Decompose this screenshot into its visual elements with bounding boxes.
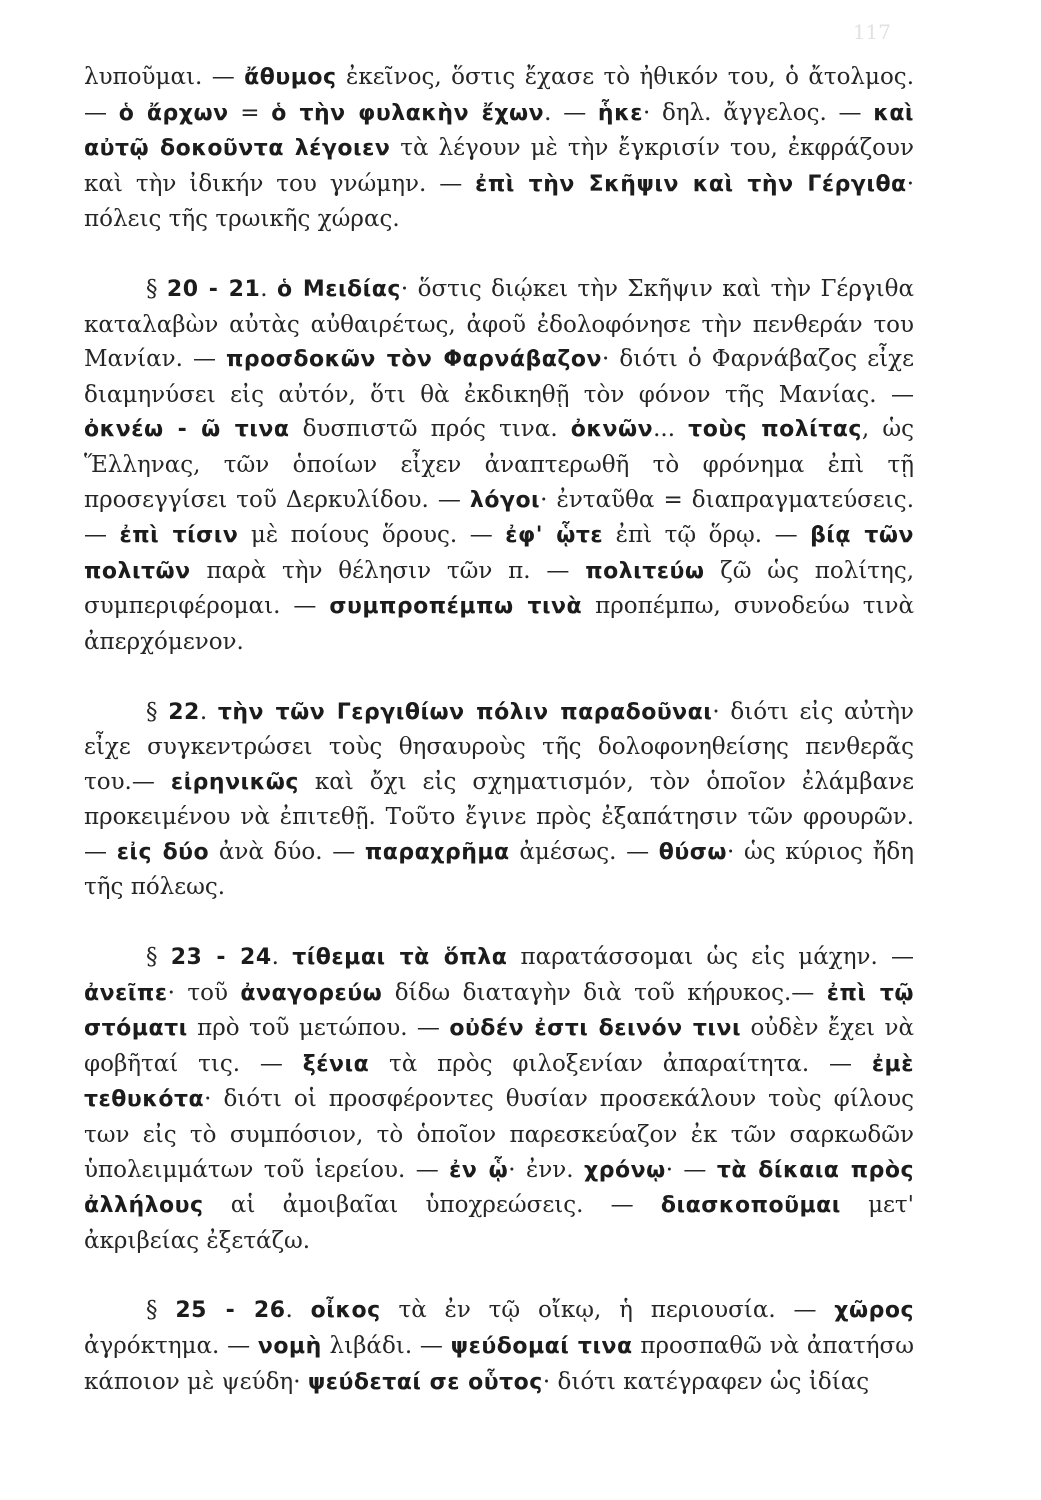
gloss-text: οὐδὲν ἔχει νὰ φοβῆταί τις. — [84,1015,914,1077]
gloss-text: · διότι ὁ Φαρνάβαζος εἶχε διαμηνύσει εἰς αὐτόν, ὅτι θὰ ἐκδικηθῇ τὸν φόνον τῆς Μανίας. — [84,346,915,408]
commentary-paragraph [84,60,914,237]
lemma-term: 25 - 26 [175,1298,286,1324]
gloss-text: δυσπιστῶ πρός τινα. [289,416,571,443]
lemma-term: τίθεμαι τὰ ὅπλα [292,945,508,971]
gloss-text: προσπαθῶ νὰ ἀπατήσω κάποιον μὲ ψεύδη· [84,1333,914,1395]
lemma-term: συμπροπέμπω τινὰ [329,594,583,620]
gloss-text: · διότι κατέγραφεν ὡς ἰδίας [542,1368,870,1395]
gloss-text: . — [544,99,598,126]
lemma-term: εἰρηνικῶς [170,769,299,795]
gloss-text: παρὰ τὴν θέλησιν τῶν π. — [190,557,586,584]
lemma-term: βίᾳ τῶν πολιτῶν [84,523,914,584]
lemma-term: ξένια [302,1051,370,1077]
lemma-term: θύσω [658,839,727,865]
gloss-text: δίδω διαταγὴν διὰ τοῦ κήρυκος.— [382,979,827,1006]
lemma-term: παραχρῆμα [364,839,510,865]
gloss-text: . [285,1297,311,1324]
lemma-term: ἐπὶ τῷ στόματι [84,980,914,1042]
gloss-text: · διότι οἱ προσφέροντες θυσίαν προσεκάλουν τοὺς φίλους των εἰς τὸ συμπόσιον, τὸ ὁποῖον παρεσκεύαζον ἐκ τῶν σαρκωδῶν ὑπολειμμάτων τοῦ ἱερείου. — [84,1086,914,1183]
lemma-term: ἐπὶ τὴν Σκῆψιν καὶ τὴν Γέργιθα [475,171,907,197]
lemma-term: ὁ Μειδίας [276,276,401,302]
gloss-text: · ἐνν. [508,1156,585,1183]
gloss-text: προπέμπω, συνοδεύω τινὰ ἀπερχόμενον. [84,593,914,655]
commentary-paragraph [84,272,914,660]
lemma-term: ἐφ' ᾧτε [505,523,604,549]
lemma-term: ἀναγορεύω [240,980,383,1006]
gloss-text: = [228,99,272,126]
gloss-text: ἐκεῖνος, ὅστις ἔχασε τὸ ἠθικόν του, ὁ ἄτολμος. — [84,64,915,126]
lemma-term: τὰ δίκαια πρὸς ἀλλήλους [84,1157,914,1219]
lemma-term: τοὺς πολίτας [688,417,862,443]
lemma-term: ἐμὲ τεθυκότα [84,1051,914,1113]
lemma-term: 20 - 21 [166,276,261,302]
gloss-text: . [271,944,293,971]
gloss-text: , ὡς Ἕλληνας, τῶν ὁποίων εἶχεν ἀναπτερωθῆ τὸ φρόνημα ἐπὶ τῇ προσεγγίσει τοῦ Δερκυλίδου. — [84,416,914,513]
lemma-term: καὶ αὐτῷ δοκοῦντα λέγοιεν [84,100,915,162]
lemma-term: εἰς δύο [116,839,210,865]
commentary-paragraph [84,940,914,1258]
lemma-term: διασκοποῦμαι [660,1193,841,1219]
gloss-text: ἀμέσως. — [509,838,659,865]
gloss-text: τὰ πρὸς φιλοξενίαν ἀπαραίτητα. — [369,1050,872,1077]
gloss-text: ζῶ ὡς πολίτης, συμπεριφέρομαι. — [84,557,915,620]
commentary-paragraph [84,1293,914,1400]
lemma-term: ἐν ᾧ [449,1157,509,1183]
gloss-text: · ἐνταῦθα = διαπραγματεύσεις. — [84,486,914,549]
gloss-text: · τοῦ [167,979,241,1006]
lemma-term: ἐπὶ τίσιν [119,523,239,549]
lemma-term: πολιτεύω [585,558,705,584]
gloss-text: λυποῦμαι. — [84,64,245,90]
gloss-text: ἀγρόκτημα. — [84,1333,258,1359]
gloss-text: § [146,698,169,725]
gloss-text: αἱ ἀμοιβαῖαι ὑποχρεώσεις. — [203,1192,661,1219]
page-number: 117 [852,20,891,44]
lemma-term: ἧκε [597,100,643,126]
gloss-text: λιβάδι. — [321,1333,451,1359]
lemma-term: ἀνεῖπε [84,980,168,1006]
gloss-text: · ὅστις διῴκει τὴν Σκῆψιν καὶ τὴν Γέργιθα καταλαβὼν αὐτὰς αὐθαιρέτως, ἀφοῦ ἐδολοφόνησε τὴν πενθεράν του Μανίαν. — [84,275,915,373]
gloss-text: παρατάσσομαι ὡς εἰς μάχην. — [507,944,914,971]
lemma-term: οὐδέν ἐστι δεινόν τινι [449,1016,742,1042]
gloss-text: · ὡς κύριος ἤδη τῆς πόλεως. [84,838,915,901]
lemma-term: νομὴ [257,1334,322,1359]
lemma-term: ψεύδεταί σε οὗτος [307,1369,543,1395]
gloss-text: § [146,1297,176,1324]
gloss-text: . [199,698,218,725]
gloss-text: μετ' ἀκριβείας ἐξετάζω. [84,1192,914,1254]
gloss-text: § [146,275,167,302]
gloss-text: · πόλεις τῆς τρωικῆς χώρας. [84,170,914,233]
gloss-text: τὰ ἐν τῷ οἴκῳ, ἡ περιουσία. — [380,1297,835,1324]
gloss-text: μὲ ποίους ὅρους. — [238,522,506,549]
gloss-text: ἀνὰ δύο. — [209,838,365,865]
gloss-text: πρὸ τοῦ μετώπου. — [187,1015,450,1042]
lemma-term: ὁ ἄρχων [118,100,229,126]
lemma-term: ἄθυμος [244,65,337,90]
lemma-term: χῶρος [834,1298,915,1324]
lemma-term: ὀκνῶν [570,417,654,443]
lemma-term: χρόνῳ [584,1157,666,1183]
lemma-term: λόγοι [469,487,541,513]
lemma-term: οἶκος [310,1298,381,1324]
gloss-text: § [146,944,171,971]
lemma-term: τὴν τῶν Γεργιθίων πόλιν παραδοῦναι [217,699,713,725]
lemma-term: ὀκνέω - ῶ τινα [84,417,290,443]
gloss-text: · δηλ. ἄγγελος. — [642,99,874,126]
gloss-text: · διότι εἰς αὐτὴν εἶχε συγκεντρώσει τοὺς θησαυροὺς τῆς δολοφονηθείσης πενθερᾶς του.— [84,698,915,795]
gloss-text: ἐπὶ τῷ ὅρῳ. — [603,522,811,549]
lemma-term: ὁ τὴν φυλακὴν ἔχων [271,100,545,126]
commentary-paragraph [84,695,914,906]
gloss-text: καὶ ὄχι εἰς σχηματισμόν, τὸν ὁποῖον ἐλάμβανε προκειμένου νὰ ἐπιτεθῇ. Τοῦτο ἔγινε πρὸς ἐξαπάτησιν τῶν φρουρῶν. — [84,768,914,865]
lemma-term: 23 - 24 [170,945,272,971]
commentary-page [84,60,914,1460]
gloss-text: . [260,275,277,302]
gloss-text: ... [653,416,689,443]
gloss-text: · — [665,1156,717,1183]
lemma-term: προσδοκῶν τὸν Φαρνάβαζον [226,347,602,373]
lemma-term: 22 [168,699,200,725]
lemma-term: ψεύδομαί τινα [450,1334,633,1359]
gloss-text: τὰ λέγουν μὲ τὴν ἔγκρισίν του, ἐκφράζουν καὶ τὴν ἰδικήν του γνώμην. — [84,135,914,197]
